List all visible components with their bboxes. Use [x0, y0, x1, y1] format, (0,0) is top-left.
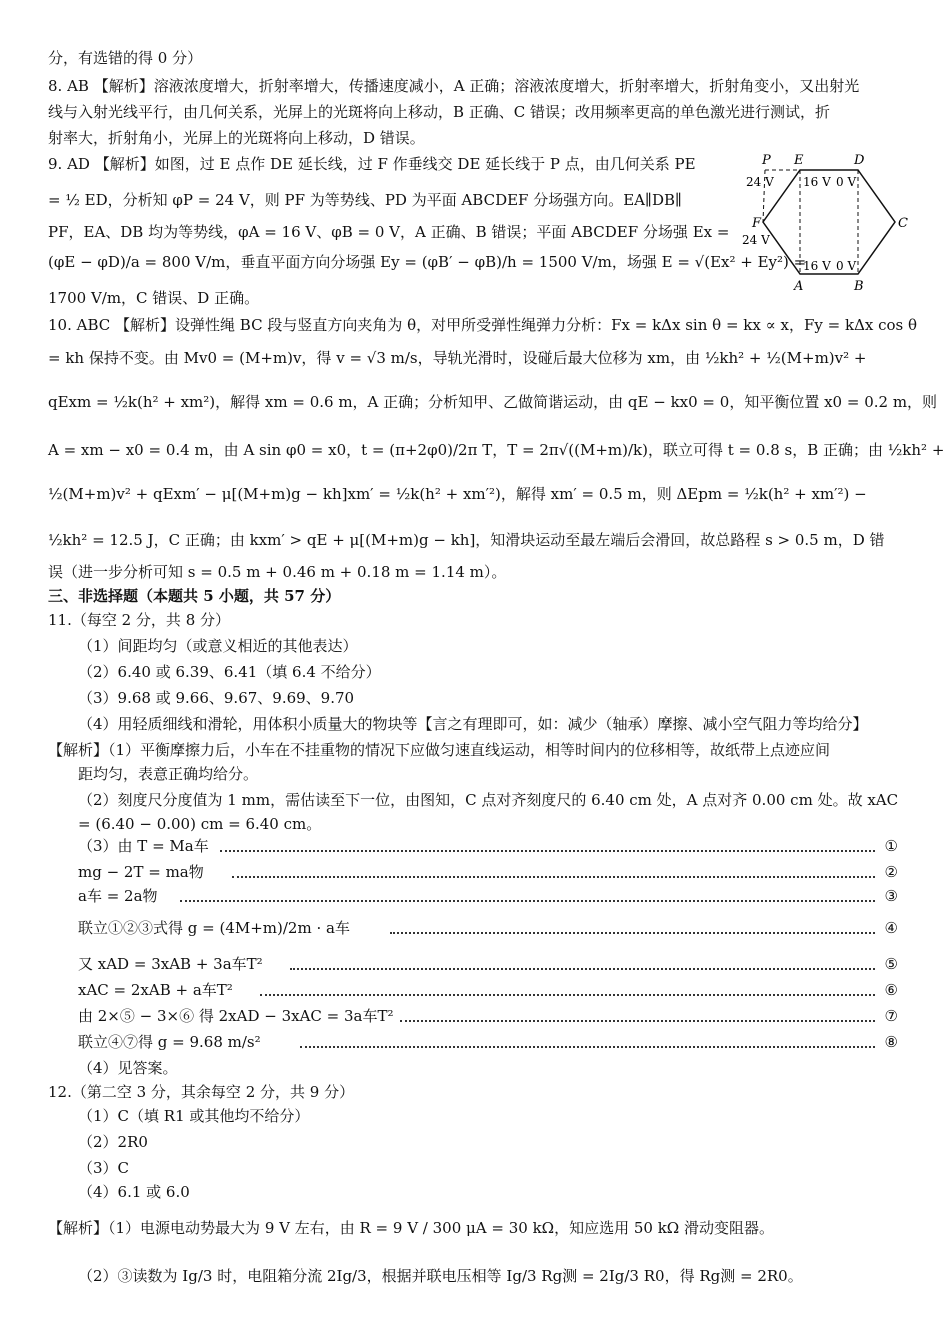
q10-line: A = xm − x0 = 0.4 m，由 A sin φ0 = x0，t = (π+2φ0)/2π T，T = 2π√((M+m)/k)，联立可得 t = 0.8 s，B 正确；由 ½kh² + [48, 441, 945, 459]
potential-e: 16 V [803, 175, 831, 189]
q11-head: 11.（每空 2 分，共 8 分） [48, 611, 231, 629]
label-a: A [794, 279, 804, 294]
q12-answer: （3）C [78, 1159, 130, 1177]
q11-analysis: = (6.40 − 0.00) cm = 6.40 cm。 [78, 815, 322, 833]
eq-number-4: ④ [884, 919, 898, 937]
q11-answer: （4）用轻质细线和滑轮，用体积小质量大的物块等【言之有理即可，如：减少（轴承）摩擦、减小空气阻力等均给分】 [78, 715, 868, 733]
q9-line: 1700 V/m，C 错误、D 正确。 [48, 289, 260, 307]
q10-line: qExm = ½k(h² + xm²)，解得 xm = 0.6 m，A 正确；分析知甲、乙做简谐运动，由 qE − kx0 = 0，知平衡位置 x0 = 0.2 m，则 [48, 393, 938, 411]
label-f: F [752, 216, 762, 231]
equation-7: 由 2×⑤ − 3×⑥ 得 2xAD − 3xAC = 3a车T² [78, 1007, 394, 1025]
label-d: D [854, 153, 865, 168]
q12-answer: （4）6.1 或 6.0 [78, 1183, 190, 1201]
q12-analysis: 【解析】（1）电源电动势最大为 9 V 左右，由 R = 9 V / 300 μA = 30 kΩ，知应选用 50 kΩ 滑动变阻器。 [48, 1219, 775, 1237]
equation-4: 联立①②③式得 g = (4M+m)/2m · a车 [78, 919, 350, 937]
equation-2: mg − 2T = ma物 [78, 863, 204, 881]
section-heading: 三、非选择题（本题共 5 小题，共 57 分） [48, 587, 341, 605]
q9-line: 9. AD 【解析】如图，过 E 点作 DE 延长线，过 F 作垂线交 DE 延长线于 P 点，由几何关系 PE [48, 155, 696, 173]
q10-line: 10. ABC 【解析】设弹性绳 BC 段与竖直方向夹角为 θ，对甲所受弹性绳弹力分析：Fx = kΔx sin θ = kx ∝ x，Fy = kΔx cos θ [48, 316, 918, 334]
potential-b: 0 V [836, 259, 857, 273]
eq-number-5: ⑤ [884, 955, 898, 973]
q11-analysis: （2）刻度尺分度值为 1 mm，需估读至下一位，由图知，C 点对齐刻度尺的 6.40 cm 处，A 点对齐 0.00 cm 处。故 xAC [78, 791, 899, 809]
eq-number-8: ⑧ [884, 1033, 898, 1051]
q12-answer: （1）C（填 R1 或其他均不给分） [78, 1107, 310, 1125]
q11-answer: （1）间距均匀（或意义相近的其他表达） [78, 637, 358, 655]
q11-analysis: 【解析】（1）平衡摩擦力后，小车在不挂重物的情况下应做匀速直线运动，相等时间内的位移相等，故纸带上点迹应间 [48, 741, 831, 759]
q10-line: 误（进一步分析可知 s = 0.5 m + 0.46 m + 0.18 m = 1.14 m）。 [48, 563, 507, 581]
q12-head: 12.（第二空 3 分，其余每空 2 分，共 9 分） [48, 1083, 355, 1101]
potential-a: 16 V [803, 259, 831, 273]
q9-line: = ½ ED，分析知 φP = 24 V，则 PF 为等势线、PD 为平面 ABCDEF 分场强方向。EA∥DB∥ [48, 191, 682, 209]
eq-number-1: ① [884, 837, 898, 855]
q11-analysis: 距均匀，表意正确均给分。 [78, 765, 259, 783]
hexagon-figure [740, 150, 910, 295]
label-c: C [898, 216, 908, 231]
q11-answer: （3）9.68 或 9.66、9.67、9.69、9.70 [78, 689, 355, 707]
potential-f: 24 V [742, 233, 770, 247]
equation-1: （3）由 T = Ma车 [78, 837, 209, 855]
eq-number-2: ② [884, 863, 898, 881]
q10-line: ½(M+m)v² + qExm′ − μ[(M+m)g − kh]xm′ = ½k(h² + xm′²)，解得 xm′ = 0.5 m，则 ΔEpm = ½k(h² + xm′²) − [48, 485, 867, 503]
eq-number-3: ③ [884, 887, 898, 905]
q9-line: (φE − φD)/a = 800 V/m，垂直平面方向分场强 Ey = (φB′ − φB)/h = 1500 V/m，场强 E = √(Ex² + Ey²) = [48, 253, 807, 271]
equation-8: 联立④⑦得 g = 9.68 m/s² [78, 1033, 261, 1051]
equation-6: xAC = 2xAB + a车T² [78, 981, 233, 999]
top-line: 分，有选错的得 0 分） [48, 49, 203, 67]
equation-5: 又 xAD = 3xAB + 3a车T² [78, 955, 263, 973]
q10-line: = kh 保持不变。由 Mv0 = (M+m)v，得 v = √3 m/s，导轨光滑时，设碰后最大位移为 xm，由 ½kh² + ½(M+m)v² + [48, 349, 867, 367]
q12-answer: （2）2R0 [78, 1133, 148, 1151]
q12-analysis: （2）③读数为 Ig/3 时，电阻箱分流 2Ig/3，根据并联电压相等 Ig/3 Rg测 = 2Ig/3 R0，得 Rg测 = 2R0。 [78, 1267, 803, 1285]
q8-line: 射率大，折射角小，光屏上的光斑将向上移动，D 错误。 [48, 129, 425, 147]
eq-number-7: ⑦ [884, 1007, 898, 1025]
label-p: P [762, 153, 771, 168]
potential-d: 0 V [836, 175, 857, 189]
label-b: B [854, 279, 864, 294]
eq-number-6: ⑥ [884, 981, 898, 999]
label-e: E [794, 153, 804, 168]
potential-p: 24 V [746, 175, 774, 189]
q11-last: （4）见答案。 [78, 1059, 178, 1077]
q11-answer: （2）6.40 或 6.39、6.41（填 6.4 不给分） [78, 663, 381, 681]
equation-3: a车 = 2a物 [78, 887, 158, 905]
q8-line: 8. AB 【解析】溶液浓度增大，折射率增大，传播速度减小，A 正确；溶液浓度增大，折射率增大，折射角变小，又出射光 [48, 77, 860, 95]
q8-line: 线与入射光线平行，由几何关系，光屏上的光斑将向上移动，B 正确、C 错误；改用频率更高的单色激光进行测试，折 [48, 103, 831, 121]
q10-line: ½kh² = 12.5 J，C 正确；由 kxm′ > qE + μ[(M+m)g − kh]，知滑块运动至最左端后会滑回，故总路程 s > 0.5 m，D 错 [48, 531, 885, 549]
q9-line: PF，EA、DB 均为等势线，φA = 16 V、φB = 0 V，A 正确、B 错误；平面 ABCDEF 分场强 Ex = [48, 223, 730, 241]
